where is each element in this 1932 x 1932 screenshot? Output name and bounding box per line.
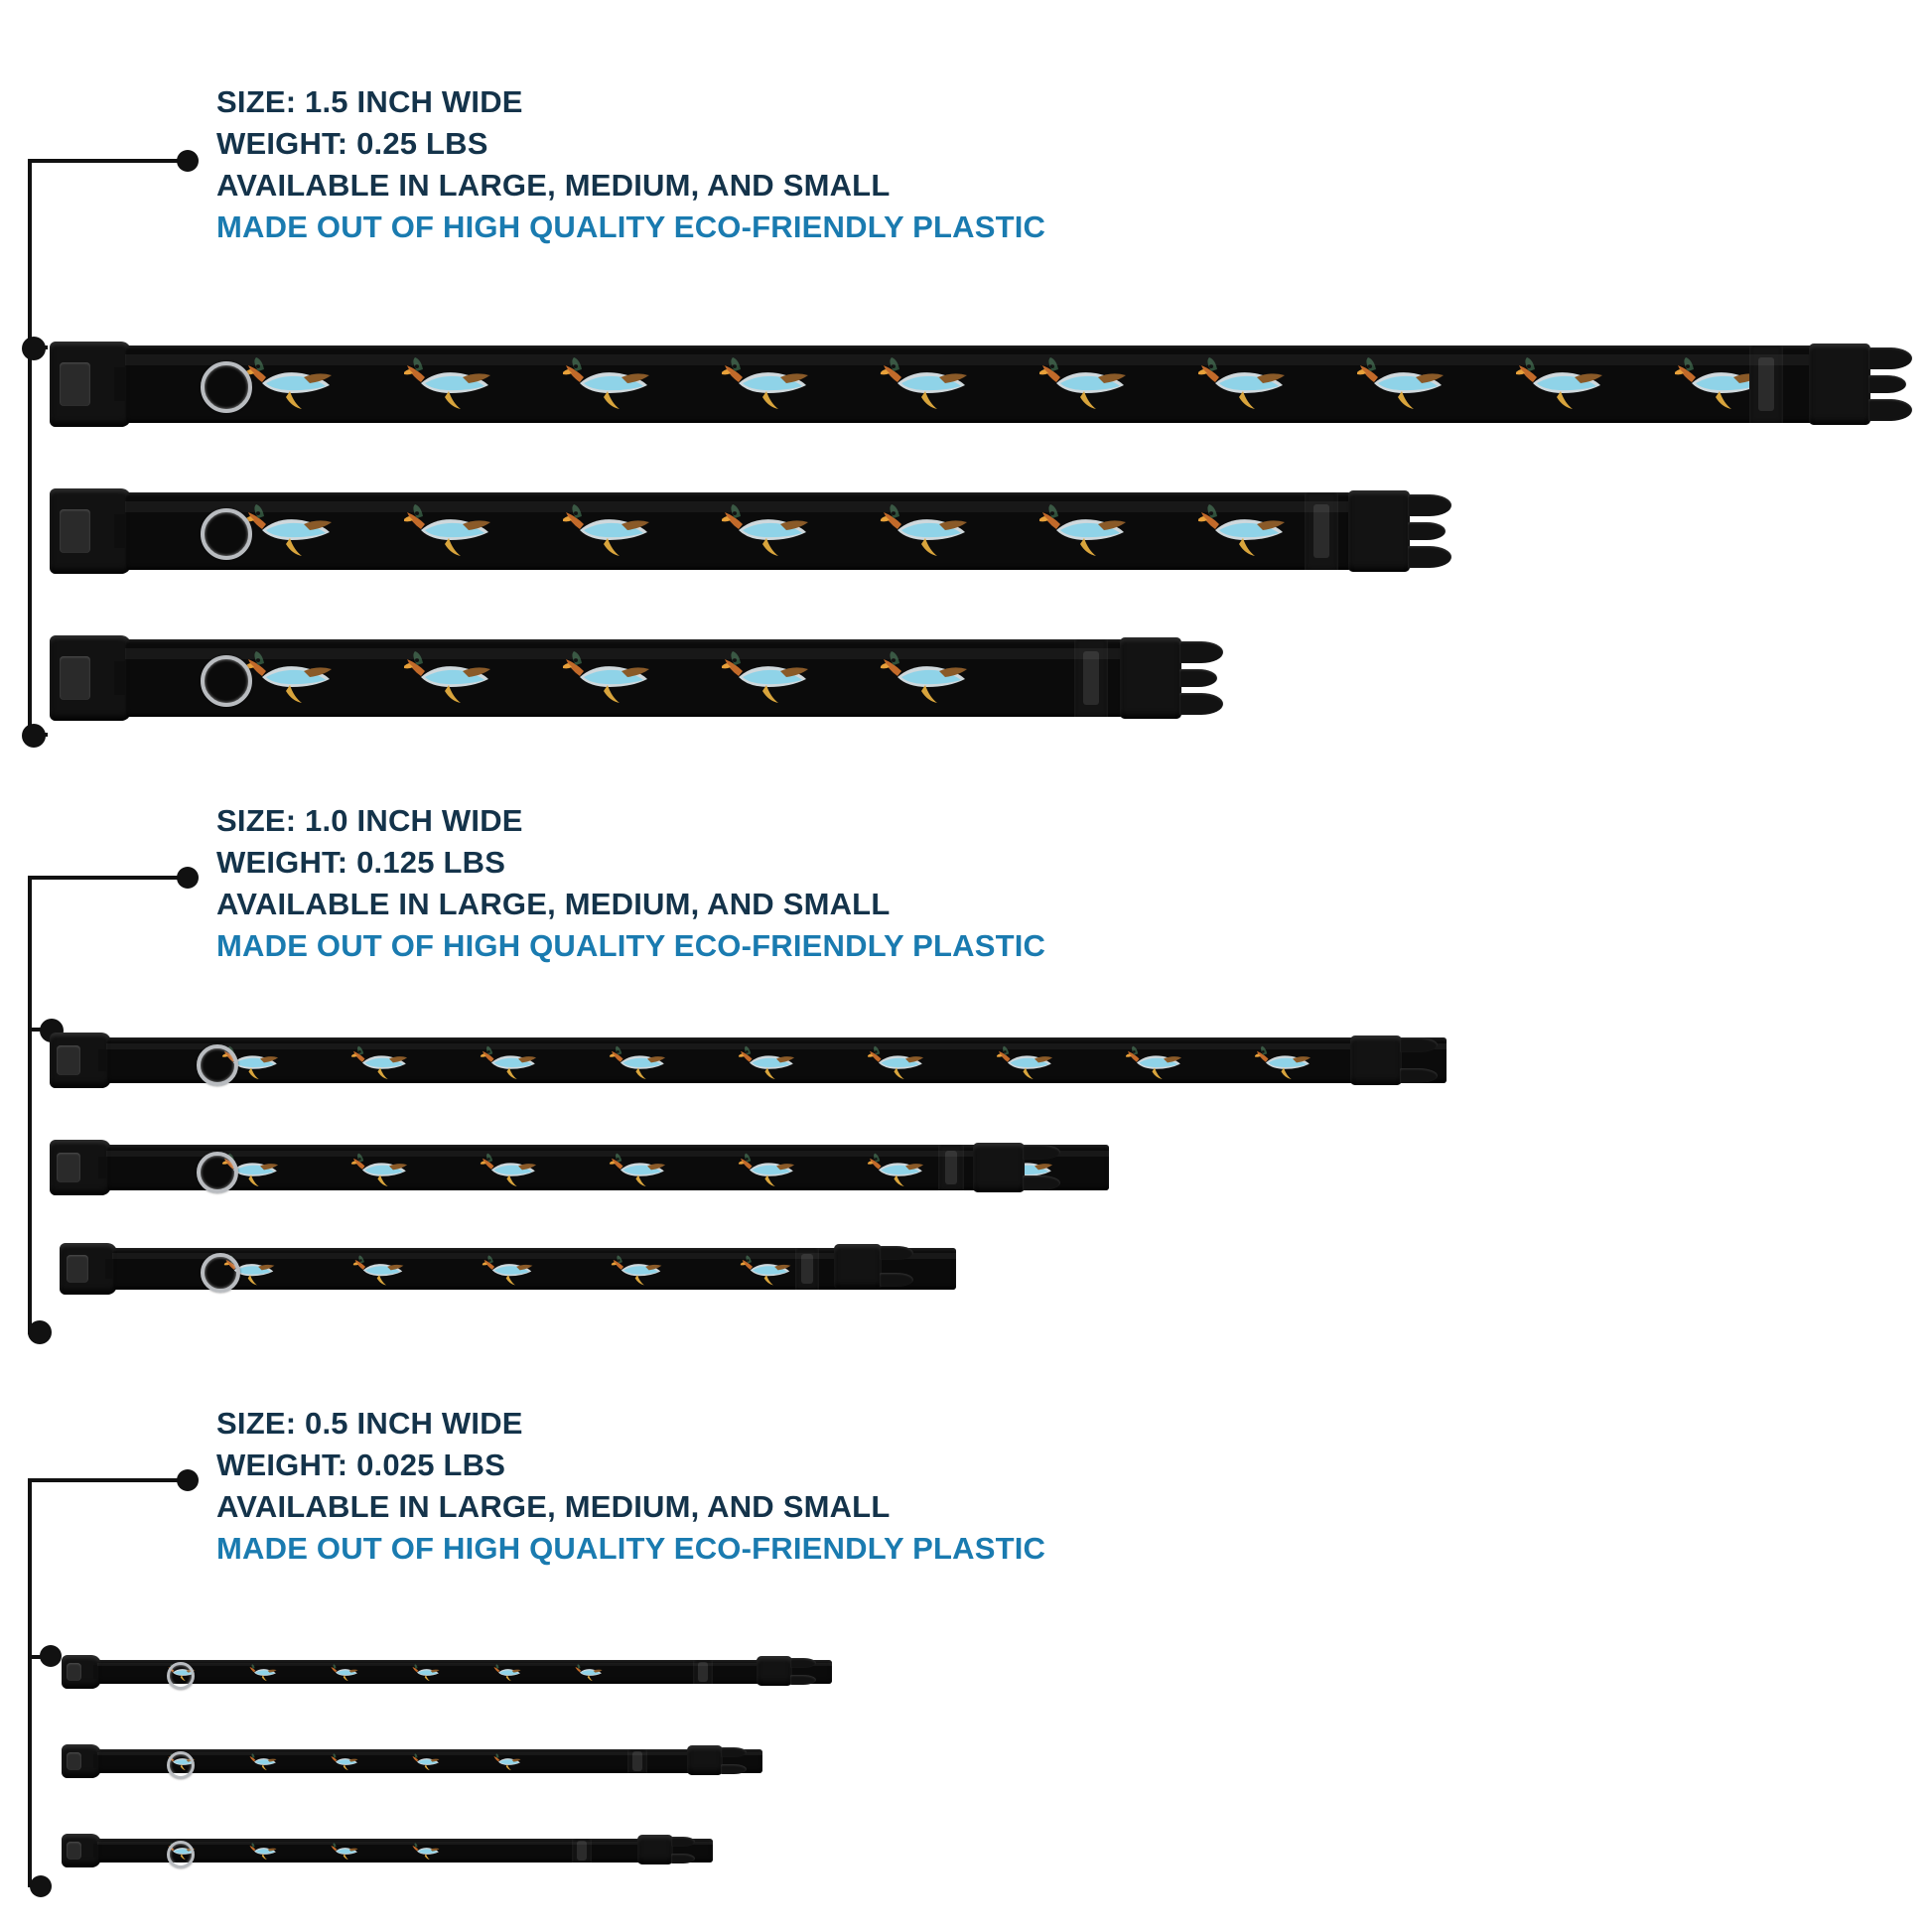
- buckle-prong-icon: [1868, 375, 1906, 393]
- buckle-prong-icon: [1408, 522, 1446, 540]
- side-release-buckle-icon: [50, 488, 131, 574]
- buckle-prong-icon: [1400, 1037, 1438, 1052]
- mallard-duck-icon: [880, 647, 971, 714]
- spec-size: SIZE: 1.0 INCH WIDE: [216, 803, 523, 838]
- collar-strap: [106, 1037, 1447, 1083]
- mallard-duck-icon: [409, 1663, 443, 1684]
- mallard-duck-icon: [349, 1043, 411, 1083]
- collar-strap: [125, 639, 1123, 717]
- buckle-prong-icon: [880, 1246, 913, 1260]
- size-group-1-5-inch: [0, 0, 1932, 755]
- mallard-duck-icon: [328, 1752, 361, 1773]
- side-release-buckle-icon: [1120, 637, 1181, 719]
- collar-medium[interactable]: [50, 486, 1351, 576]
- side-release-buckle-icon: [62, 1655, 101, 1689]
- spec-size: SIZE: 1.5 INCH WIDE: [216, 84, 523, 119]
- size-group-0-5-inch: [0, 1385, 1932, 1931]
- collar-medium[interactable]: [62, 1744, 762, 1778]
- buckle-prong-icon: [1408, 494, 1451, 516]
- collar-large[interactable]: [50, 340, 1813, 429]
- mallard-duck-icon: [562, 647, 653, 714]
- side-release-buckle-icon: [1350, 1035, 1402, 1085]
- side-release-buckle-icon: [834, 1244, 882, 1290]
- leader-dot-icon: [177, 150, 199, 172]
- mallard-duck-icon: [866, 1043, 927, 1083]
- mallard-duck-icon: [328, 1663, 361, 1684]
- strap-slider-icon: [938, 1145, 964, 1190]
- buckle-prong-icon: [1408, 546, 1451, 568]
- buckle-prong-icon: [1868, 399, 1912, 421]
- buckle-prong-icon: [1023, 1145, 1060, 1160]
- spec-material: MADE OUT OF HIGH QUALITY ECO-FRIENDLY PLASTIC: [216, 1530, 1046, 1566]
- buckle-prong-icon: [880, 1273, 913, 1287]
- strap-slider-icon: [572, 1839, 592, 1863]
- mallard-duck-icon: [244, 353, 336, 420]
- spec-availability: AVAILABLE IN LARGE, MEDIUM, AND SMALL: [216, 886, 891, 921]
- side-release-buckle-icon: [50, 1140, 111, 1195]
- mallard-duck-icon: [721, 647, 812, 714]
- side-release-buckle-icon: [637, 1835, 673, 1864]
- mallard-duck-icon: [562, 353, 653, 420]
- mallard-duck-icon: [737, 1151, 798, 1190]
- strap-slider-icon: [1305, 492, 1338, 570]
- leader-dot-icon: [22, 337, 46, 360]
- collar-medium[interactable]: [50, 1140, 1109, 1195]
- mallard-duck-icon: [1197, 500, 1289, 567]
- spec-block-1-5: [216, 81, 1045, 247]
- d-ring-icon: [201, 361, 252, 413]
- collar-small[interactable]: [60, 1241, 956, 1297]
- mallard-duck-icon: [880, 500, 971, 567]
- side-release-buckle-icon: [973, 1143, 1025, 1192]
- mallard-duck-icon: [866, 1151, 927, 1190]
- side-release-buckle-icon: [50, 1033, 111, 1088]
- mallard-duck-icon: [246, 1752, 280, 1773]
- side-release-buckle-icon: [1348, 490, 1410, 572]
- d-ring-icon: [201, 655, 252, 707]
- collar-large[interactable]: [50, 1033, 1447, 1088]
- side-release-buckle-icon: [60, 1243, 117, 1295]
- strap-slider-icon: [795, 1248, 819, 1290]
- collar-small[interactable]: [62, 1834, 713, 1867]
- mallard-duck-icon: [609, 1253, 666, 1290]
- buckle-prong-icon: [790, 1658, 816, 1668]
- mallard-duck-icon: [608, 1043, 669, 1083]
- mallard-duck-icon: [409, 1752, 443, 1773]
- collar-strap: [106, 1145, 1109, 1190]
- side-release-buckle-icon: [1809, 344, 1870, 425]
- spec-size: SIZE: 0.5 INCH WIDE: [216, 1406, 523, 1441]
- mallard-duck-icon: [1038, 353, 1130, 420]
- buckle-prong-icon: [1023, 1175, 1060, 1190]
- mallard-duck-icon: [880, 353, 971, 420]
- side-release-buckle-icon: [757, 1656, 792, 1686]
- spec-availability: AVAILABLE IN LARGE, MEDIUM, AND SMALL: [216, 1488, 891, 1524]
- mallard-duck-icon: [738, 1253, 795, 1290]
- mallard-duck-icon: [403, 353, 494, 420]
- leader-dot-icon: [177, 867, 199, 889]
- mallard-duck-icon: [409, 1842, 443, 1863]
- buckle-prong-icon: [671, 1837, 695, 1847]
- mallard-duck-icon: [721, 353, 812, 420]
- collar-strap: [125, 492, 1351, 570]
- mallard-duck-icon: [608, 1151, 669, 1190]
- mallard-duck-icon: [244, 647, 336, 714]
- leader-dot-icon: [22, 724, 46, 748]
- mallard-duck-icon: [479, 1043, 540, 1083]
- mallard-duck-icon: [246, 1842, 280, 1863]
- size-group-1-0-inch: [0, 784, 1932, 1380]
- leader-dot-icon: [40, 1645, 62, 1667]
- mallard-duck-icon: [1124, 1043, 1185, 1083]
- spec-block-1-0: [216, 800, 1045, 966]
- mallard-duck-icon: [490, 1663, 524, 1684]
- mallard-duck-icon: [1356, 353, 1448, 420]
- side-release-buckle-icon: [50, 635, 131, 721]
- mallard-duck-icon: [1253, 1043, 1314, 1083]
- d-ring-icon: [167, 1751, 195, 1779]
- leader-dot-icon: [30, 1875, 52, 1897]
- mallard-duck-icon: [1515, 353, 1606, 420]
- mallard-duck-icon: [246, 1663, 280, 1684]
- spec-block-0-5: [216, 1403, 1045, 1569]
- mallard-duck-icon: [737, 1043, 798, 1083]
- d-ring-icon: [197, 1152, 238, 1193]
- strap-slider-icon: [693, 1660, 713, 1684]
- mallard-duck-icon: [349, 1151, 411, 1190]
- collar-strap: [125, 345, 1813, 423]
- mallard-duck-icon: [403, 500, 494, 567]
- mallard-duck-icon: [1038, 500, 1130, 567]
- spec-availability: AVAILABLE IN LARGE, MEDIUM, AND SMALL: [216, 167, 891, 203]
- mallard-duck-icon: [721, 500, 812, 567]
- mallard-duck-icon: [403, 647, 494, 714]
- leader-dot-icon: [177, 1469, 199, 1491]
- buckle-prong-icon: [1179, 669, 1217, 687]
- collar-small[interactable]: [50, 633, 1123, 723]
- collar-strap: [97, 1660, 832, 1684]
- mallard-duck-icon: [244, 500, 336, 567]
- d-ring-icon: [167, 1662, 195, 1690]
- mallard-duck-icon: [480, 1253, 537, 1290]
- spec-material: MADE OUT OF HIGH QUALITY ECO-FRIENDLY PLASTIC: [216, 208, 1046, 244]
- collar-strap: [97, 1749, 762, 1773]
- mallard-duck-icon: [562, 500, 653, 567]
- mallard-duck-icon: [479, 1151, 540, 1190]
- buckle-prong-icon: [1179, 693, 1223, 715]
- buckle-prong-icon: [1400, 1068, 1438, 1083]
- buckle-prong-icon: [721, 1747, 747, 1757]
- side-release-buckle-icon: [687, 1745, 723, 1775]
- side-release-buckle-icon: [62, 1744, 101, 1778]
- spec-weight: WEIGHT: 0.125 LBS: [216, 844, 506, 880]
- collar-large[interactable]: [62, 1655, 832, 1689]
- leader-dot-icon: [28, 1320, 52, 1344]
- d-ring-icon: [197, 1044, 238, 1086]
- strap-slider-icon: [1749, 345, 1783, 423]
- buckle-prong-icon: [1868, 347, 1912, 369]
- d-ring-icon: [201, 1253, 240, 1293]
- side-release-buckle-icon: [62, 1834, 101, 1867]
- mallard-duck-icon: [350, 1253, 408, 1290]
- buckle-prong-icon: [1179, 641, 1223, 663]
- side-release-buckle-icon: [50, 342, 131, 427]
- mallard-duck-icon: [1197, 353, 1289, 420]
- strap-slider-icon: [1074, 639, 1108, 717]
- d-ring-icon: [201, 508, 252, 560]
- mallard-duck-icon: [328, 1842, 361, 1863]
- spec-material: MADE OUT OF HIGH QUALITY ECO-FRIENDLY PLASTIC: [216, 927, 1046, 963]
- mallard-duck-icon: [995, 1043, 1056, 1083]
- buckle-prong-icon: [721, 1764, 747, 1774]
- d-ring-icon: [167, 1841, 195, 1868]
- strap-slider-icon: [627, 1749, 647, 1773]
- mallard-duck-icon: [572, 1663, 606, 1684]
- buckle-prong-icon: [671, 1854, 695, 1863]
- mallard-duck-icon: [490, 1752, 524, 1773]
- spec-weight: WEIGHT: 0.025 LBS: [216, 1447, 506, 1482]
- spec-weight: WEIGHT: 0.25 LBS: [216, 125, 488, 161]
- buckle-prong-icon: [790, 1675, 816, 1685]
